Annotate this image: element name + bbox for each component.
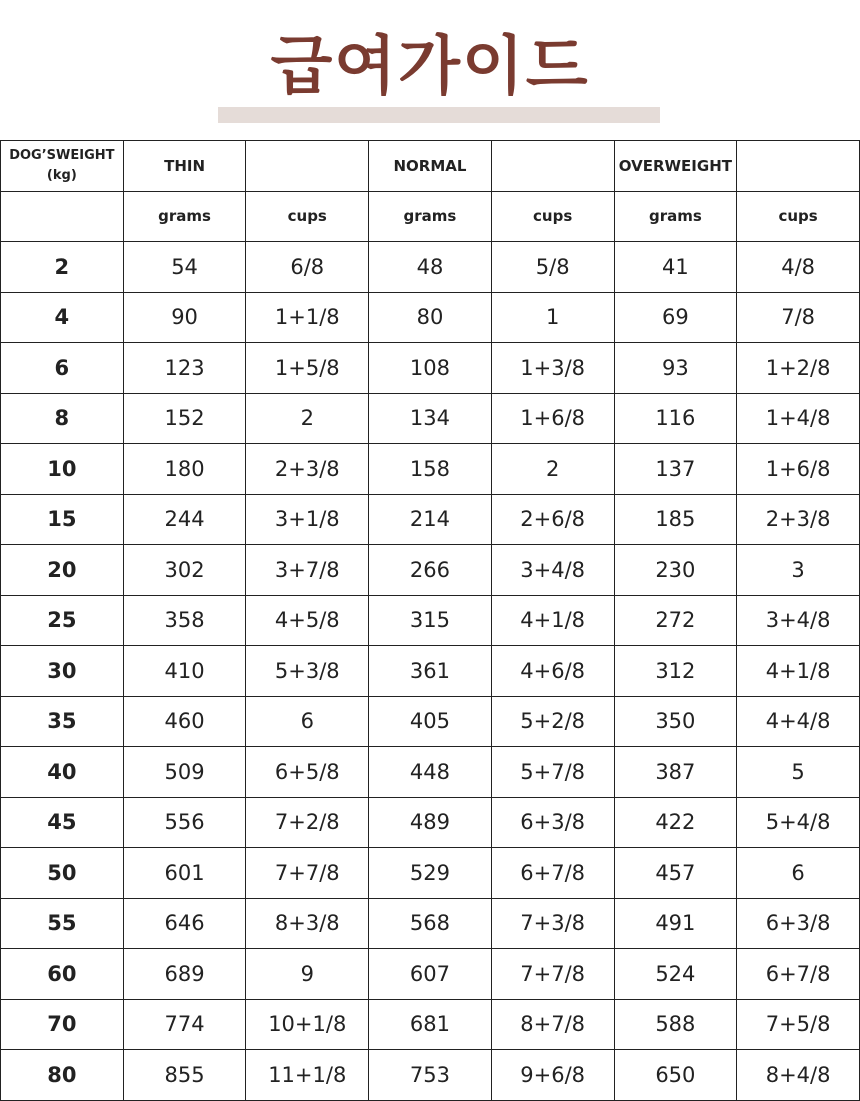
cell-overweight-grams: 491 (614, 898, 737, 949)
cell-overweight-cups: 6+7/8 (737, 949, 860, 1000)
cell-weight: 4 (1, 292, 124, 343)
cell-thin-grams: 410 (123, 646, 246, 697)
cell-normal-cups: 6+7/8 (491, 848, 614, 899)
cell-overweight-grams: 69 (614, 292, 737, 343)
cell-normal-cups: 7+7/8 (491, 949, 614, 1000)
subheader-thin-grams: grams (123, 191, 246, 242)
cell-normal-grams: 568 (369, 898, 492, 949)
table-subheader-row (1, 191, 860, 242)
cell-thin-grams: 774 (123, 999, 246, 1050)
cell-normal-grams: 753 (369, 1050, 492, 1101)
cell-normal-cups: 1+3/8 (491, 343, 614, 394)
cell-overweight-grams: 41 (614, 242, 737, 293)
cell-thin-grams: 460 (123, 696, 246, 747)
cell-thin-grams: 54 (123, 242, 246, 293)
cell-overweight-cups: 5 (737, 747, 860, 798)
cell-weight: 15 (1, 494, 124, 545)
cell-overweight-cups: 5+4/8 (737, 797, 860, 848)
cell-thin-grams: 855 (123, 1050, 246, 1101)
cell-normal-cups: 2 (491, 444, 614, 495)
cell-overweight-cups: 2+3/8 (737, 494, 860, 545)
cell-normal-cups: 6+3/8 (491, 797, 614, 848)
cell-normal-cups: 1 (491, 292, 614, 343)
cell-normal-grams: 266 (369, 545, 492, 596)
cell-normal-cups: 5+7/8 (491, 747, 614, 798)
cell-overweight-cups: 1+4/8 (737, 393, 860, 444)
table-row (1, 292, 860, 343)
cell-weight: 2 (1, 242, 124, 293)
table-row (1, 696, 860, 747)
cell-overweight-grams: 650 (614, 1050, 737, 1101)
cell-weight: 20 (1, 545, 124, 596)
cell-thin-grams: 244 (123, 494, 246, 545)
cell-thin-grams: 689 (123, 949, 246, 1000)
table-row (1, 393, 860, 444)
cell-thin-cups: 5+3/8 (246, 646, 369, 697)
cell-normal-cups: 2+6/8 (491, 494, 614, 545)
cell-overweight-grams: 185 (614, 494, 737, 545)
cell-normal-cups: 9+6/8 (491, 1050, 614, 1101)
cell-overweight-grams: 137 (614, 444, 737, 495)
cell-thin-grams: 509 (123, 747, 246, 798)
cell-thin-cups: 7+2/8 (246, 797, 369, 848)
cell-thin-cups: 9 (246, 949, 369, 1000)
cell-overweight-cups: 4+4/8 (737, 696, 860, 747)
table-row (1, 343, 860, 394)
cell-overweight-grams: 350 (614, 696, 737, 747)
cell-normal-grams: 529 (369, 848, 492, 899)
cell-weight: 6 (1, 343, 124, 394)
cell-overweight-grams: 422 (614, 797, 737, 848)
table-row (1, 949, 860, 1000)
cell-overweight-grams: 93 (614, 343, 737, 394)
page-title: 급여가이드 (270, 30, 590, 104)
cell-overweight-grams: 312 (614, 646, 737, 697)
header-dog-weight: DOG’SWEIGHT (kg) (1, 141, 124, 192)
cell-normal-grams: 405 (369, 696, 492, 747)
cell-thin-cups: 1+5/8 (246, 343, 369, 394)
cell-normal-cups: 3+4/8 (491, 545, 614, 596)
cell-normal-cups: 4+1/8 (491, 595, 614, 646)
cell-weight: 55 (1, 898, 124, 949)
cell-thin-grams: 302 (123, 545, 246, 596)
cell-normal-cups: 1+6/8 (491, 393, 614, 444)
cell-thin-cups: 6+5/8 (246, 747, 369, 798)
table-row (1, 444, 860, 495)
cell-thin-grams: 646 (123, 898, 246, 949)
cell-thin-cups: 2+3/8 (246, 444, 369, 495)
cell-thin-cups: 1+1/8 (246, 292, 369, 343)
cell-thin-grams: 90 (123, 292, 246, 343)
cell-thin-grams: 556 (123, 797, 246, 848)
cell-normal-cups: 5+2/8 (491, 696, 614, 747)
cell-normal-grams: 607 (369, 949, 492, 1000)
table-row (1, 898, 860, 949)
header-overweight: OVERWEIGHT (614, 141, 737, 192)
header-empty-normal-cups (491, 141, 614, 192)
cell-thin-grams: 123 (123, 343, 246, 394)
cell-overweight-grams: 524 (614, 949, 737, 1000)
cell-normal-grams: 681 (369, 999, 492, 1050)
cell-normal-grams: 134 (369, 393, 492, 444)
subheader-normal-grams: grams (369, 191, 492, 242)
cell-weight: 10 (1, 444, 124, 495)
cell-overweight-grams: 116 (614, 393, 737, 444)
cell-overweight-cups: 7+5/8 (737, 999, 860, 1050)
cell-normal-grams: 158 (369, 444, 492, 495)
cell-normal-grams: 448 (369, 747, 492, 798)
cell-overweight-cups: 6 (737, 848, 860, 899)
cell-weight: 25 (1, 595, 124, 646)
cell-normal-cups: 7+3/8 (491, 898, 614, 949)
table-row (1, 747, 860, 798)
table-row (1, 1050, 860, 1101)
cell-thin-cups: 6/8 (246, 242, 369, 293)
header-thin: THIN (123, 141, 246, 192)
cell-weight: 8 (1, 393, 124, 444)
subheader-overweight-grams: grams (614, 191, 737, 242)
cell-overweight-cups: 8+4/8 (737, 1050, 860, 1101)
cell-thin-cups: 4+5/8 (246, 595, 369, 646)
cell-overweight-cups: 3+4/8 (737, 595, 860, 646)
cell-overweight-grams: 588 (614, 999, 737, 1050)
cell-overweight-grams: 387 (614, 747, 737, 798)
cell-weight: 45 (1, 797, 124, 848)
cell-normal-grams: 361 (369, 646, 492, 697)
cell-overweight-grams: 230 (614, 545, 737, 596)
cell-thin-cups: 3+7/8 (246, 545, 369, 596)
cell-weight: 60 (1, 949, 124, 1000)
cell-overweight-cups: 6+3/8 (737, 898, 860, 949)
header-empty-thin-cups (246, 141, 369, 192)
feeding-guide-table (0, 140, 860, 1101)
cell-overweight-cups: 4/8 (737, 242, 860, 293)
table-row (1, 595, 860, 646)
cell-normal-grams: 80 (369, 292, 492, 343)
cell-weight: 50 (1, 848, 124, 899)
cell-normal-grams: 48 (369, 242, 492, 293)
cell-overweight-cups: 4+1/8 (737, 646, 860, 697)
cell-overweight-cups: 1+6/8 (737, 444, 860, 495)
cell-thin-grams: 358 (123, 595, 246, 646)
cell-overweight-cups: 3 (737, 545, 860, 596)
cell-thin-cups: 2 (246, 393, 369, 444)
table-row (1, 494, 860, 545)
cell-thin-cups: 11+1/8 (246, 1050, 369, 1101)
cell-thin-grams: 601 (123, 848, 246, 899)
cell-normal-grams: 214 (369, 494, 492, 545)
header-empty-overweight-cups (737, 141, 860, 192)
cell-normal-grams: 315 (369, 595, 492, 646)
cell-overweight-grams: 457 (614, 848, 737, 899)
cell-overweight-cups: 7/8 (737, 292, 860, 343)
table-row (1, 999, 860, 1050)
cell-thin-cups: 6 (246, 696, 369, 747)
cell-weight: 30 (1, 646, 124, 697)
cell-thin-grams: 152 (123, 393, 246, 444)
cell-thin-cups: 10+1/8 (246, 999, 369, 1050)
cell-normal-grams: 108 (369, 343, 492, 394)
table-header-row (1, 141, 860, 192)
title-underline (218, 107, 660, 123)
subheader-thin-cups: cups (246, 191, 369, 242)
table-row (1, 797, 860, 848)
cell-normal-cups: 4+6/8 (491, 646, 614, 697)
subheader-empty (1, 191, 124, 242)
cell-weight: 70 (1, 999, 124, 1050)
cell-thin-cups: 3+1/8 (246, 494, 369, 545)
subheader-overweight-cups: cups (737, 191, 860, 242)
cell-thin-grams: 180 (123, 444, 246, 495)
cell-normal-grams: 489 (369, 797, 492, 848)
cell-overweight-cups: 1+2/8 (737, 343, 860, 394)
subheader-normal-cups: cups (491, 191, 614, 242)
table-row (1, 242, 860, 293)
cell-normal-cups: 8+7/8 (491, 999, 614, 1050)
table-row (1, 545, 860, 596)
table-row (1, 848, 860, 899)
cell-overweight-grams: 272 (614, 595, 737, 646)
table-row (1, 646, 860, 697)
cell-thin-cups: 8+3/8 (246, 898, 369, 949)
cell-weight: 40 (1, 747, 124, 798)
cell-thin-cups: 7+7/8 (246, 848, 369, 899)
cell-weight: 35 (1, 696, 124, 747)
cell-normal-cups: 5/8 (491, 242, 614, 293)
cell-weight: 80 (1, 1050, 124, 1101)
header-normal: NORMAL (369, 141, 492, 192)
